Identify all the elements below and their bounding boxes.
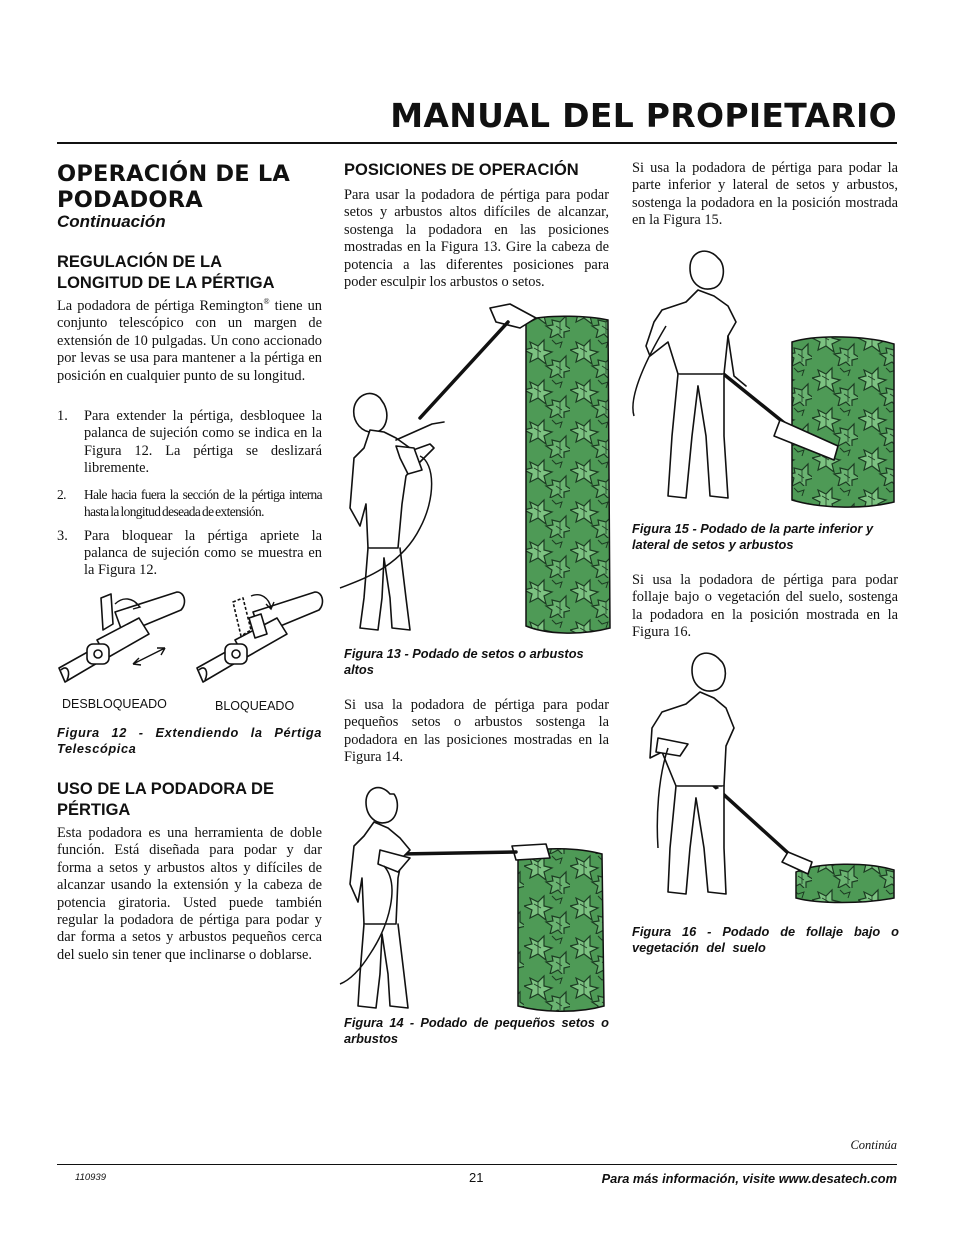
section-continued: Continuación bbox=[57, 212, 166, 231]
clamp-locked-illustration bbox=[195, 590, 325, 695]
regulation-intro bbox=[57, 298, 322, 385]
lower-hedge-paragraph: Si usa la podadora de pértiga para podar la parte inferior y lateral de setos y arbustos, sostenga la podadora en la posición mostrada en la Figura 15. bbox=[632, 160, 898, 229]
regulation-heading bbox=[57, 252, 337, 294]
list-item bbox=[57, 486, 322, 520]
use-heading-line1: USO DE LA PODADORA DE bbox=[57, 780, 274, 798]
person-trimming-high-hedge bbox=[340, 298, 615, 643]
intro-text-cont: tiene un conjunto telescópico con un margen de extensión de 10 pulgadas. Un cono accionado por levas se usa para mantener a la pértiga en posición en cualquier punto de su longitud. bbox=[57, 298, 323, 384]
regulation-heading-line1: REGULACIÓN DE LA bbox=[57, 253, 222, 271]
fig16-caption: Figura 16 - Podado de follaje bajo o vegetación del suelo bbox=[632, 924, 899, 955]
step-number: 2. bbox=[57, 486, 66, 502]
fig15-caption: Figura 15 - Podado de la parte inferior y lateral de setos y arbustos bbox=[632, 521, 874, 552]
doc-number: 110939 bbox=[75, 1172, 106, 1183]
fig12-caption: Figura 12 - Extendiendo la Pértiga Telescópica bbox=[57, 725, 322, 756]
section-title-line1: OPERACIÓN DE LA bbox=[57, 161, 291, 187]
person-trimming-small-hedge bbox=[340, 774, 615, 1014]
registered-mark: ® bbox=[263, 297, 270, 307]
ground-paragraph: Si usa la podadora de pértiga para podar follaje bajo o vegetación del suelo, sostenga la podadora en la posición mostrada en la Figura 16. bbox=[632, 572, 898, 641]
person-trimming-ground bbox=[628, 648, 898, 908]
fig12-label-locked: BLOQUEADO bbox=[215, 699, 295, 713]
footer-divider bbox=[57, 1164, 897, 1165]
step-text: Para extender la pértiga, desbloquee la palanca de sujeción como se indica en la Figura 12. La pértiga se deslizará libremente. bbox=[84, 408, 322, 477]
intro-text: La podadora de pértiga Remington bbox=[57, 298, 264, 314]
person-trimming-lower-hedge bbox=[628, 246, 898, 516]
section-title bbox=[57, 161, 290, 213]
title-divider bbox=[57, 142, 897, 144]
regulation-heading-line2: LONGITUD DE LA PÉRTIGA bbox=[57, 274, 275, 292]
steps-list bbox=[57, 408, 322, 588]
website-link[interactable]: Para más información, visite www.desatech.com bbox=[601, 1171, 897, 1186]
list-item bbox=[57, 408, 322, 478]
small-hedge-paragraph: Si usa la podadora de pértiga para podar pequeños setos o arbustos sostenga la podadora en las posiciones mostradas en la Figura 14. bbox=[344, 697, 609, 766]
step-text: Para bloquear la pértiga apriete la palanca de sujeción como se muestra en la Figura 12. bbox=[84, 527, 322, 579]
fig14-caption: Figura 14 - Podado de pequeños setos o arbustos bbox=[344, 1015, 609, 1046]
section-title-line2: PODADORA bbox=[57, 187, 203, 213]
positions-paragraph: Para usar la podadora de pértiga para podar setos y arbustos altos difíciles de alcanzar, sostenga la podadora en las posiciones mostradas en la Figura 13. Gire la cabeza de potencia a las diferentes posiciones para poder esculpir los arbustos o setos. bbox=[344, 187, 609, 291]
continues-label: Continúa bbox=[850, 1138, 897, 1152]
step-number: 1. bbox=[57, 408, 68, 424]
use-heading bbox=[57, 779, 337, 821]
step-number: 3. bbox=[57, 527, 68, 544]
list-item bbox=[57, 528, 322, 580]
page-title: MANUAL DEL PROPIETARIO bbox=[390, 96, 897, 135]
fig12-label-unlocked: DESBLOQUEADO bbox=[62, 697, 167, 711]
use-heading-line2: PÉRTIGA bbox=[57, 801, 131, 819]
fig13-caption: Figura 13 - Podado de setos o arbustos altos bbox=[344, 646, 584, 677]
clamp-unlocked-illustration bbox=[57, 590, 187, 695]
step-text: Hale hacia fuera la sección de la pértiga interna hasta la longitud deseada de extensión. bbox=[84, 486, 322, 519]
positions-heading: POSICIONES DE OPERACIÓN bbox=[344, 161, 579, 179]
use-paragraph: Esta podadora es una herramienta de doble función. Está diseñada para podar y dar forma a setos y arbustos altos y difíciles de alcanzar usando la extensión y la cabeza de potencia giratoria. Usted puede también regular la podadora de pértiga para podar y dar forma a setos y arbustos pequeños cerca del suelo sin tener que inclinarse o doblarse. bbox=[57, 825, 322, 963]
page-number: 21 bbox=[469, 1170, 484, 1185]
